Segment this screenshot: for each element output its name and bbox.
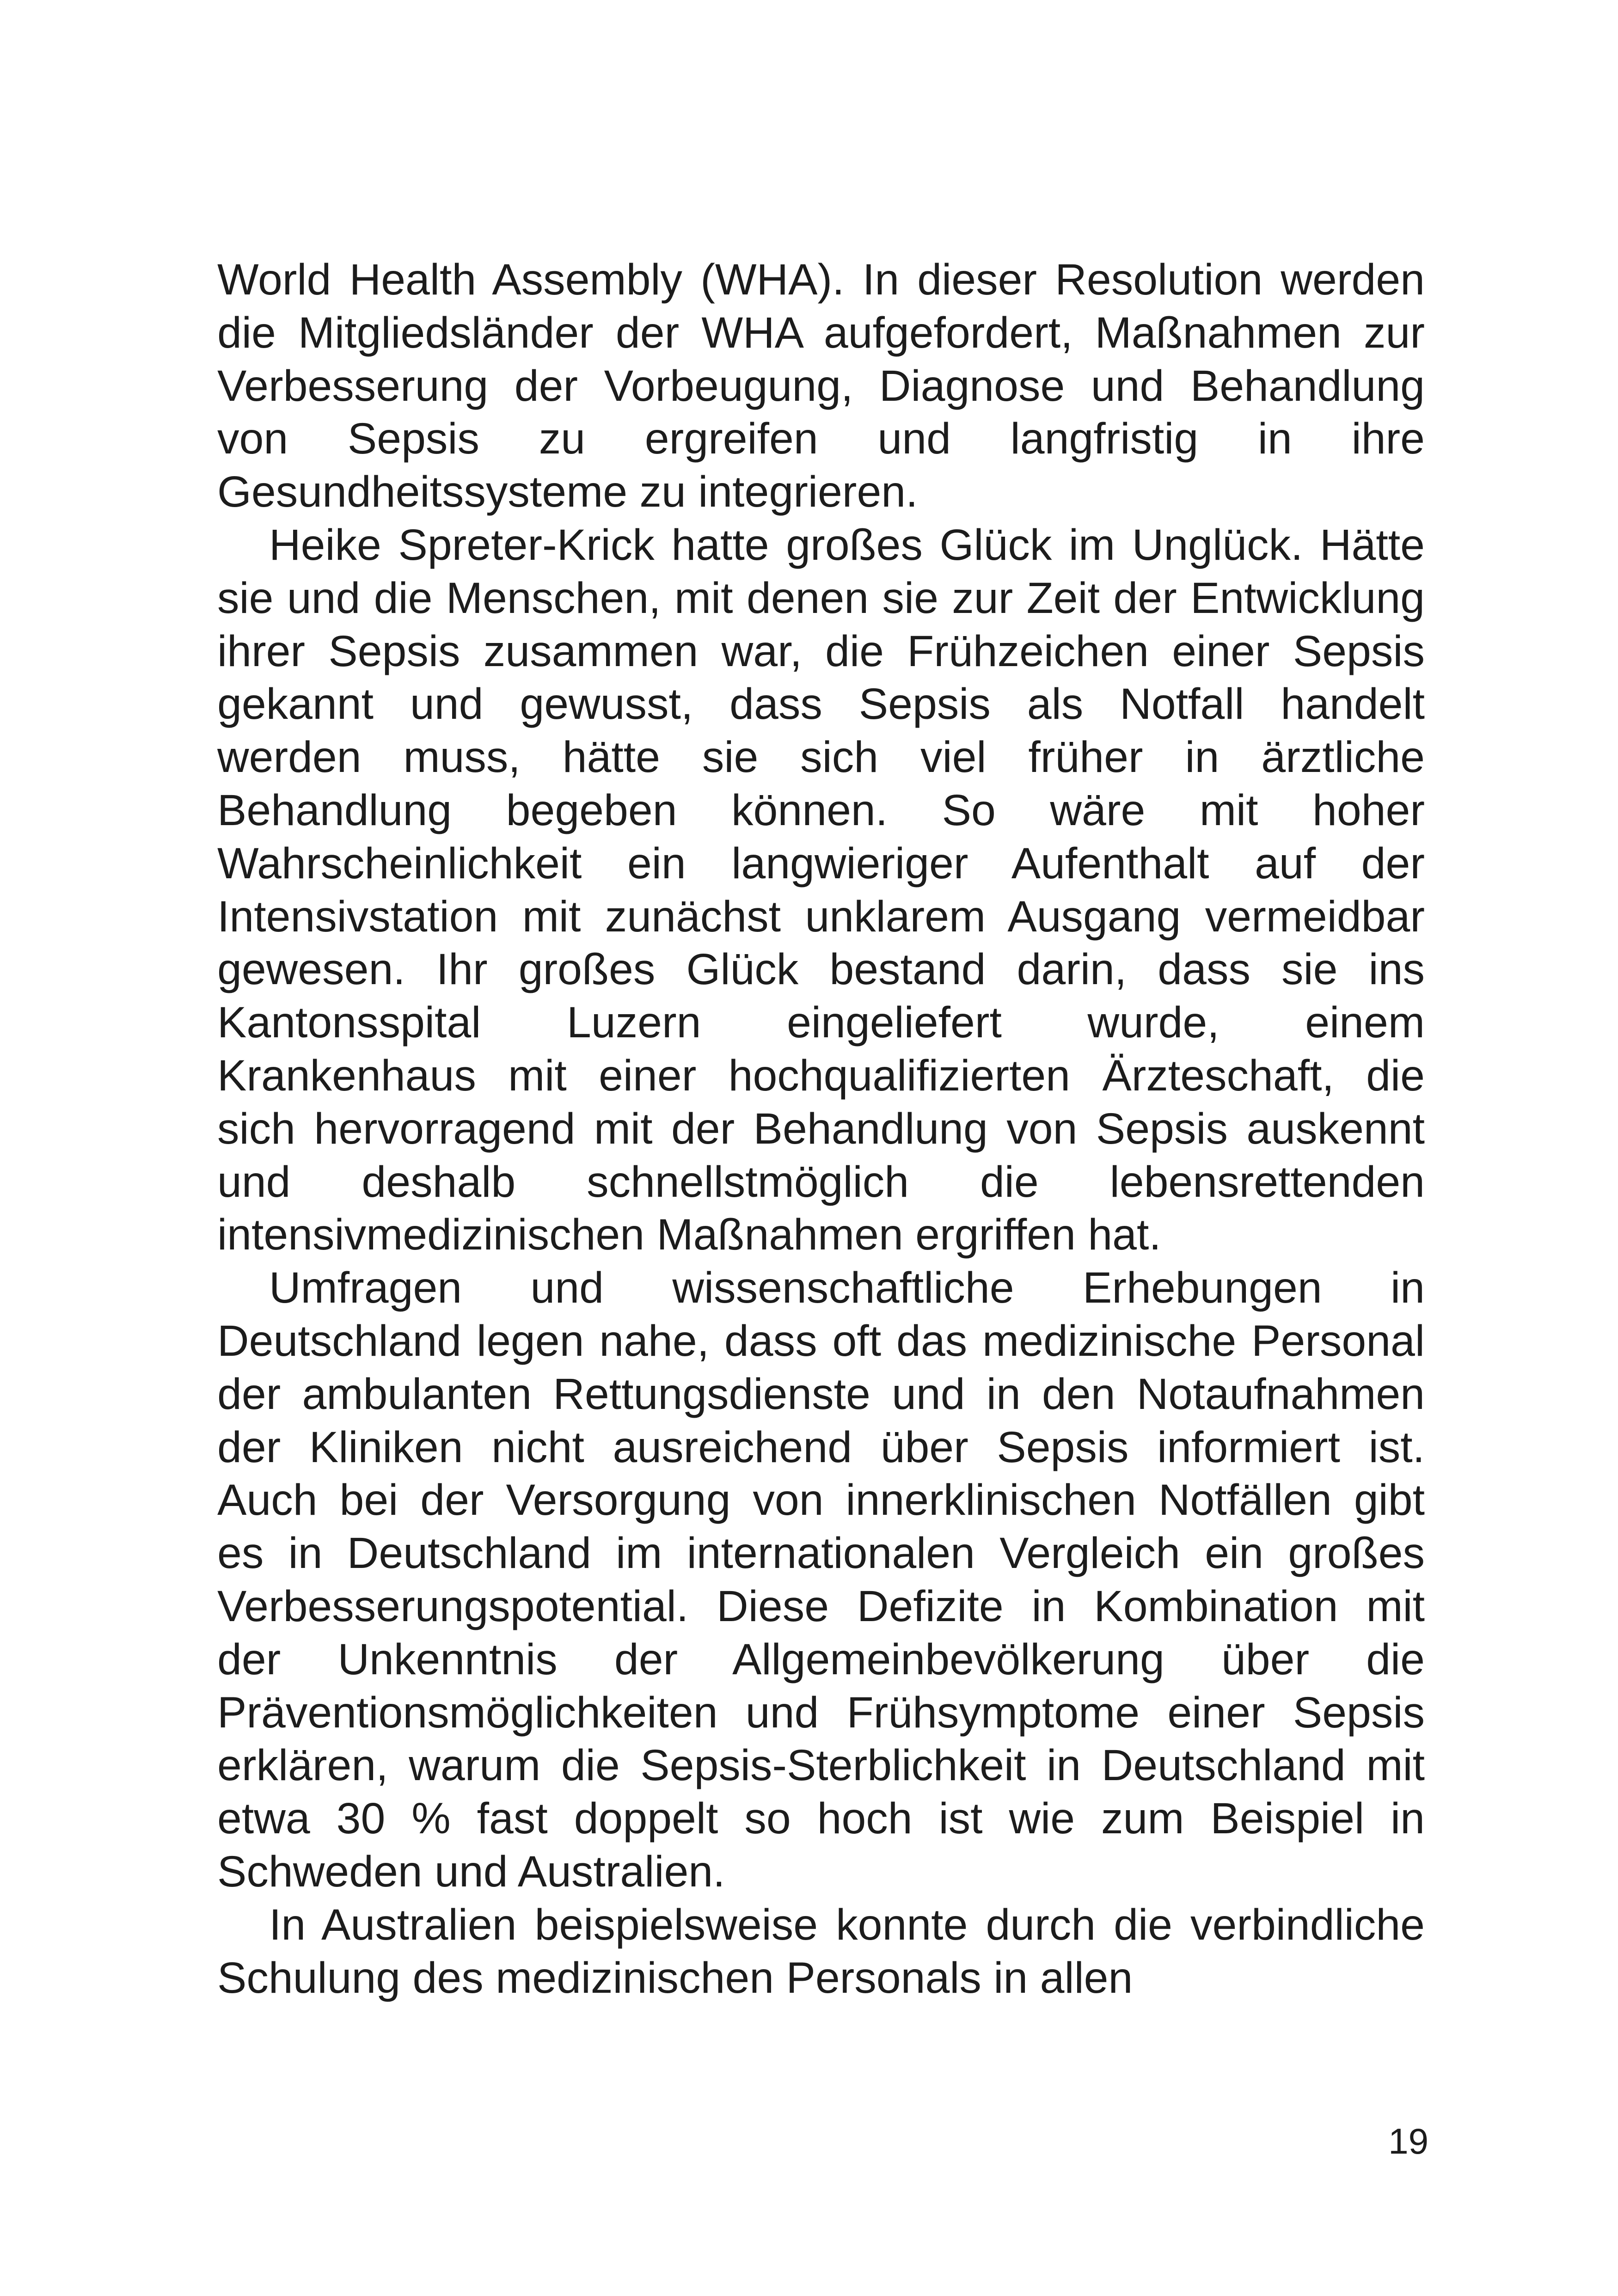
text-line: Wahrscheinlichkeit ein langwieriger Aufenthalt auf der <box>217 839 1425 888</box>
text-line: Verbesserungspotential. Diese Defizite in Kombination mit <box>217 1581 1425 1631</box>
text-line: Schulung des medizinischen Personals in allen <box>217 1953 1133 2002</box>
text-line: Gesundheitssysteme zu integrieren. <box>217 467 918 517</box>
text-line: Kantonsspital Luzern eingeliefert wurde, einem <box>217 998 1425 1047</box>
text-line: Auch bei der Versorgung von innerklinischen Notfällen gibt <box>217 1476 1425 1525</box>
text-line: sich hervorragend mit der Behandlung von Sepsis auskennt <box>217 1104 1425 1153</box>
text-line: die Mitgliedsländer der WHA aufgefordert, Maßnahmen zur <box>217 308 1425 357</box>
text-line: sie und die Menschen, mit denen sie zur Zeit der Entwicklung <box>217 573 1425 623</box>
text-line: Behandlung begeben können. So wäre mit hoher <box>217 785 1425 835</box>
text-line: Präventionsmöglichkeiten und Frühsymptome einer Sepsis <box>217 1688 1425 1737</box>
text-line: der ambulanten Rettungsdienste und in den Notaufnahmen <box>217 1369 1425 1419</box>
paragraph-first-line: Umfragen und wissenschaftliche Erhebungen in <box>269 1263 1425 1313</box>
paragraph-first-line: In Australien beispielsweise konnte durch die verbindliche <box>269 1900 1425 1949</box>
text-line: erklären, warum die Sepsis-Sterblichkeit in Deutschland mit <box>217 1741 1425 1790</box>
text-line: und deshalb schnellstmöglich die lebensrettenden <box>217 1157 1425 1206</box>
text-line: von Sepsis zu ergreifen und langfristig in ihre <box>217 414 1425 464</box>
body-text <box>217 253 1425 2004</box>
page-number: 19 <box>1388 2121 1428 2161</box>
text-line: es in Deutschland im internationalen Vergleich ein großes <box>217 1529 1425 1578</box>
text-line: etwa 30 % fast doppelt so hoch ist wie zum Beispiel in <box>217 1794 1425 1843</box>
text-line: der Unkenntnis der Allgemeinbevölkerung über die <box>217 1635 1425 1684</box>
paragraph-first-line: Heike Spreter-Krick hatte großes Glück im Unglück. Hätte <box>269 520 1425 569</box>
text-line: Deutschland legen nahe, dass oft das medizinische Personal <box>217 1316 1425 1365</box>
text-line: intensivmedizinischen Maßnahmen ergriffen hat. <box>217 1210 1161 1260</box>
text-line: Schweden und Australien. <box>217 1847 725 1896</box>
text-line: Verbesserung der Vorbeugung, Diagnose und Behandlung <box>217 361 1425 410</box>
text-line: ihrer Sepsis zusammen war, die Frühzeichen einer Sepsis <box>217 626 1425 676</box>
text-line: der Kliniken nicht ausreichend über Sepsis informiert ist. <box>217 1422 1425 1472</box>
text-line: werden muss, hätte sie sich viel früher in ärztliche <box>217 733 1425 782</box>
text-line: gewesen. Ihr großes Glück bestand darin, dass sie ins <box>217 945 1425 994</box>
text-line: World Health Assembly (WHA). In dieser Resolution werden <box>217 255 1425 304</box>
text-line: Krankenhaus mit einer hochqualifizierten Ärzteschaft, die <box>217 1051 1425 1100</box>
text-line: gekannt und gewusst, dass Sepsis als Notfall handelt <box>217 680 1425 729</box>
text-line: Intensivstation mit zunächst unklarem Ausgang vermeidbar <box>217 892 1425 941</box>
